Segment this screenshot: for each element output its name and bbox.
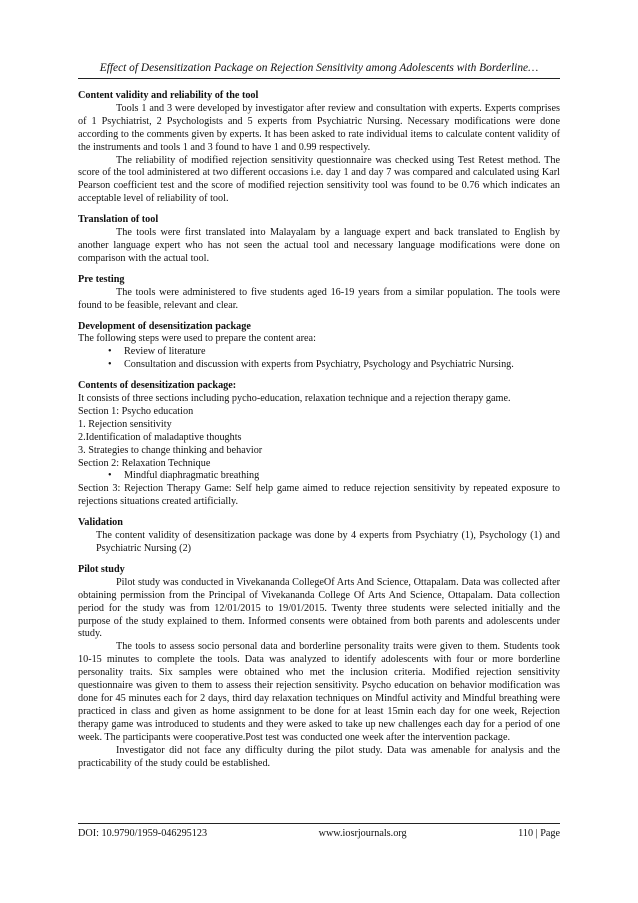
paragraph: Section 3: Rejection Therapy Game: Self help game aimed to reduce rejection sensitivity by repeated exposure to rejections situations created artificially. <box>78 483 560 508</box>
development-steps-list <box>78 346 560 372</box>
list-item: 1. Rejection sensitivity <box>78 418 172 430</box>
list-item: • Consultation and discussion with experts from Psychiatry, Psychology and Psychiatric Nursing. <box>108 359 560 372</box>
section-label: Section 2: Relaxation Technique <box>78 457 211 469</box>
section-heading-validation: Validation <box>78 517 123 529</box>
section-heading-development: Development of desensitization package <box>78 320 251 332</box>
paragraph: Investigator did not face any difficulty during the pilot study. Data was amenable for analysis and the practicability of the study could be established. <box>78 744 560 769</box>
section-heading-translation: Translation of tool <box>78 214 159 226</box>
list-item: 2.Identification of maladaptive thoughts <box>78 431 242 443</box>
list-item: • Review of literature <box>108 346 560 359</box>
section-heading-pilot-study: Pilot study <box>78 563 125 575</box>
paragraph: The tools were administered to five students aged 16-19 years from a similar population. The tools were found to be feasible, relevant and clear. <box>78 286 560 311</box>
section-label: Section 1: Psycho education <box>78 405 194 417</box>
page-footer <box>78 828 560 839</box>
footer-page-number: 110 | Page <box>518 828 560 839</box>
running-header: Effect of Desensitization Package on Rejection Sensitivity among Adolescents with Borderline… <box>99 62 539 74</box>
paragraph: Pilot study was conducted in Vivekananda CollegeOf Arts And Science, Ottapalam. Data was collected after obtaining permission from the Principal of Vivekananda College Of Arts And Science, Ottapalam. Data collection period for the study was from 12/01/2015 to 19/01/2015. Twenty three students were selected initially and the purpose of the study explained to them. Informed consents were obtained from both parents and adolescents under study. <box>78 576 560 640</box>
section-heading-pretesting: Pre testing <box>78 273 125 285</box>
footer-rule <box>78 823 560 824</box>
paragraph: The reliability of modified rejection sensitivity questionnaire was checked using Test Retest method. The score of the tool administered at two different occasions i.e. day 1 and day 7 was compared and calculated using Karl Pearson coefficient test and the score of modified rejection sensitivity tool was found to be 0.76 which indicates an acceptable level of reliability of tool. <box>78 154 560 205</box>
section-heading-contents: Contents of desensitization package: <box>78 380 237 392</box>
article-body <box>78 90 560 770</box>
section-heading-content-validity: Content validity and reliability of the tool <box>78 90 259 101</box>
list-item: 3. Strategies to change thinking and behavior <box>78 444 263 456</box>
relaxation-list <box>78 470 560 483</box>
footer-doi: DOI: 10.9790/1959-046295123 <box>78 828 208 839</box>
paragraph: The following steps were used to prepare the content area: <box>78 333 316 345</box>
paragraph: It consists of three sections including pycho-education, relaxation technique and a rejection therapy game. <box>78 393 511 405</box>
paragraph: The tools were first translated into Malayalam by a language expert and back translated to English by another language expert who has not seen the actual tool and necessary language modifications were done on comparison with the actual tool. <box>78 227 560 264</box>
list-item: • Mindful diaphragmatic breathing <box>108 470 560 483</box>
paragraph: The tools to assess socio personal data and borderline personality traits were given to them. Students took 10-15 minutes to complete the tools. Data was analyzed to identify adolescents with four or more borderline personality traits. Six samples were obtained who met the inclusion criteria. Modified rejection sensitivity questionnaire was given to them to assess their rejection sensitivity. Psycho education on behavior modification was done for 45 minutes each for 2 days, third day relaxation techniques on Mindful activity and Mindful breathing were practiced in class and given as home assignment to be done for at least 15min each day for one week, Rejection therapy game was introduced to students and they were asked to take up new challenges each day for a period of one week. The participants were cooperative.Post test was conducted one week after the intervention package. <box>78 641 560 743</box>
paragraph: Tools 1 and 3 were developed by investigator after review and consultation with experts. Experts comprises of 1 Psychiatrist, 2 Psychologists and 5 experts from Psychiatric Nursing. Necessary modifications were done according to the comments given by experts. It has been asked to rate individual items to calculate content validity of the instruments and tools 1 and 3 found to have 1 and 0.99 respectively. <box>78 102 560 153</box>
header-rule <box>78 78 560 79</box>
paragraph: The content validity of desensitization package was done by 4 experts from Psychiatry (1), Psychology (1) and Psychiatric Nursing (2) <box>96 530 560 554</box>
footer-website: www.iosrjournals.org <box>318 828 407 839</box>
